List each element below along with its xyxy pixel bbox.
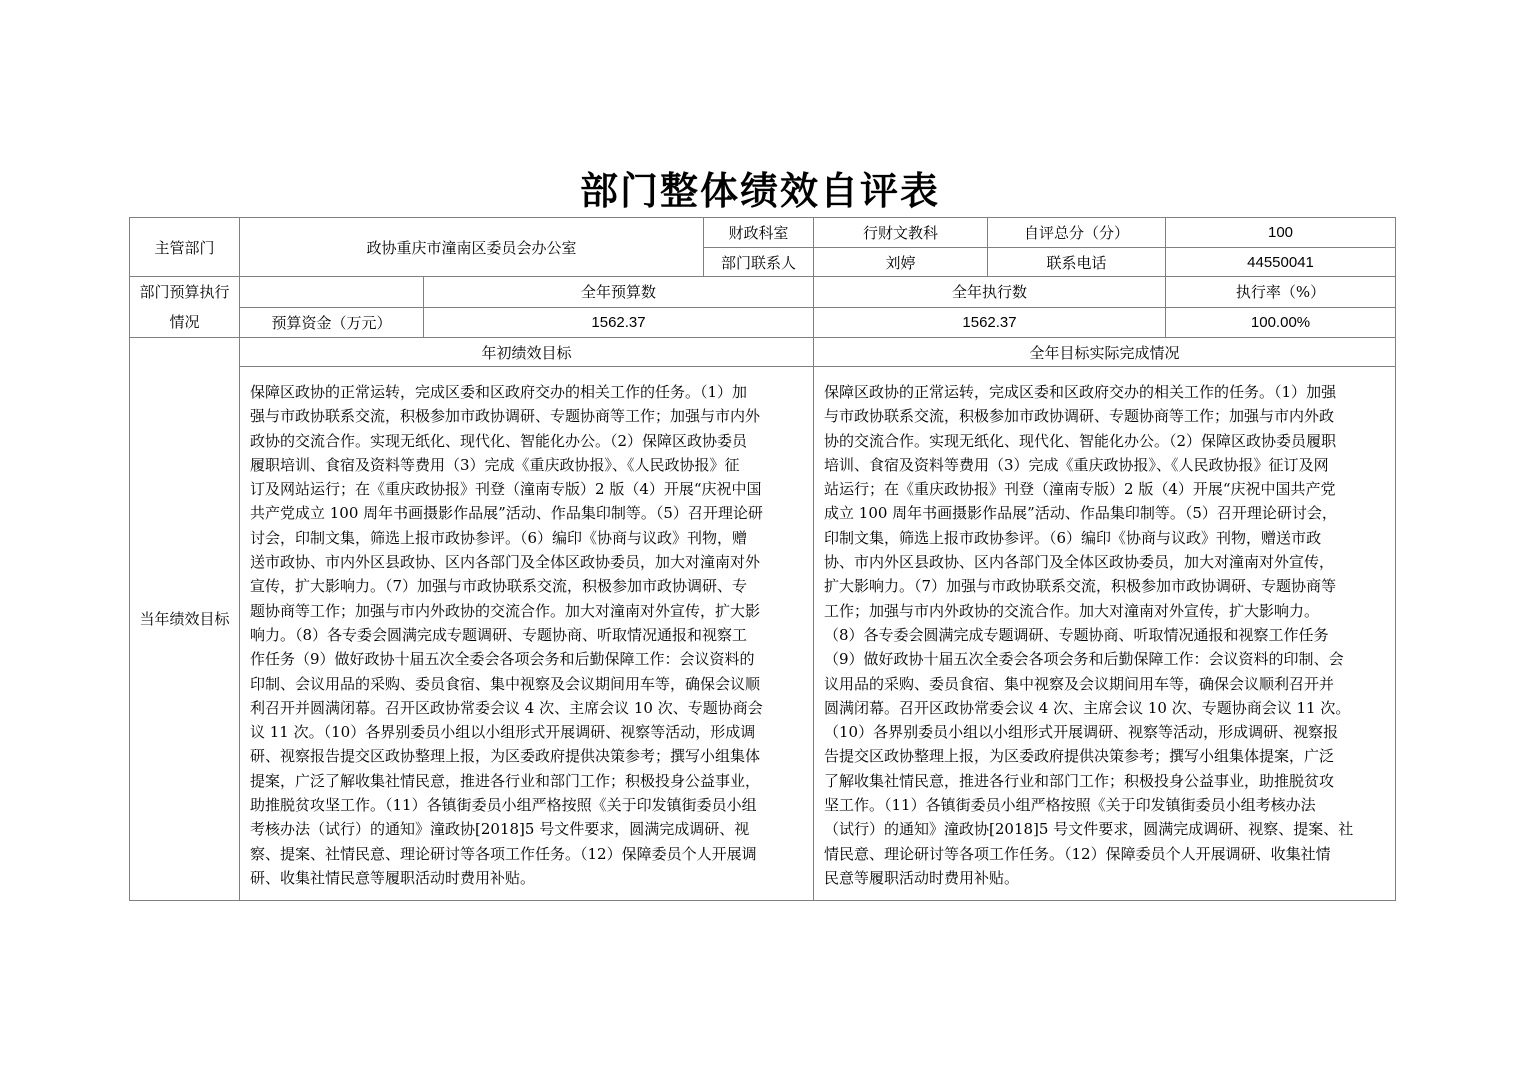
performance-table [129, 217, 1396, 901]
budget-empty-cell [240, 277, 424, 308]
budget-section-label: 部门预算执行情况 [130, 277, 240, 338]
dept-label: 主管部门 [130, 218, 240, 277]
exec-rate-value: 100.00% [1166, 307, 1396, 338]
phone-value: 44550041 [1166, 248, 1396, 277]
contact-value: 刘婷 [814, 248, 988, 277]
actual-text: 保障区政协的正常运转，完成区委和区政府交办的相关工作的任务。（1）加强 与市政协联系交流，积极参加市政协调研、专题协商等工作；加强与市内外政 协的交流合作。实现无纸化、现代化、智能化办公。（2）保障区政协委员履职 培训、食宿及资料等费用（3）完成《重庆政协报》、《人民政协报》征订及网 站运行；在《重庆政协报》刊登（潼南专版）2 版（4）开展“庆祝中国共产党 成立 100 周年书画摄影作品展”活动、作品集印制等。（5）召开理论研讨会， 印制文集，筛选上报市政协参评。（6）编印《协商与议政》刊物，赠送市政 协、市内外区县政协、区内各部门及全体区政协委员，加大对潼南对外宣传， 扩大影响力。（7）加强与市政协联系交流，积极参加市政协调研、专题协商等 工作；加强与市内外政协的交流合作。加大对潼南对外宣传，扩大影响力。 （8）各专委会圆满完成专题调研、专题协商、听取情况通报和视察工作任务 （9）做好政协十届五次全委会各项会务和后勤保障工作：会议资料的印制、会 议用品的采购、委员食宿、集中视察及会议期间用车等，确保会议顺利召开并 圆满闭幕。召开区政协常委会议 4 次、主席会议 10 次、专题协商会议 11 次。 （10）各界别委员小组以小组形式开展调研、视察等活动，形成调研、视察报 告提交区政协整理上报，为区委政府提供决策参考；撰写小组集体提案，广泛 了解收集社情民意，推进各行业和部门工作；积极投身公益事业，助推脱贫攻 坚工作。（11）各镇街委员小组严格按照《关于印发镇街委员小组考核办法 （试行）的通知》潼政协[2018]5 号文件要求，圆满完成调研、视察、提案、社 情民意、理论研讨等各项工作任务。（12）保障委员个人开展调研、收集社情 民意等履职活动时费用补贴。 [814, 367, 1396, 901]
annual-budget-label: 全年预算数 [424, 277, 814, 308]
page-title: 部门整体绩效自评表 [579, 168, 940, 213]
annual-exec-label: 全年执行数 [814, 277, 1166, 308]
contact-label: 部门联系人 [704, 248, 814, 277]
initial-goal-text: 保障区政协的正常运转，完成区委和区政府交办的相关工作的任务。（1）加 强与市政协联系交流，积极参加市政协调研、专题协商等工作；加强与市内外 政协的交流合作。实现无纸化、现代化、智能化办公。（2）保障区政协委员 履职培训、食宿及资料等费用（3）完成《重庆政协报》、《人民政协报》征 订及网站运行；在《重庆政协报》刊登（潼南专版）2 版（4）开展“庆祝中国 共产党成立 100 周年书画摄影作品展”活动、作品集印制等。（5）召开理论研 讨会，印制文集，筛选上报市政协参评。（6）编印《协商与议政》刊物，赠 送市政协、市内外区县政协、区内各部门及全体区政协委员，加大对潼南对外 宣传，扩大影响力。（7）加强与市政协联系交流，积极参加市政协调研、专 题协商等工作；加强与市内外政协的交流合作。加大对潼南对外宣传，扩大影 响力。（8）各专委会圆满完成专题调研、专题协商、听取情况通报和视察工 作任务（9）做好政协十届五次全委会各项会务和后勤保障工作：会议资料的 印制、会议用品的采购、委员食宿、集中视察及会议期间用车等，确保会议顺 利召开并圆满闭幕。召开区政协常委会议 4 次、主席会议 10 次、专题协商会 议 11 次。（10）各界别委员小组以小组形式开展调研、视察等活动，形成调 研、视察报告提交区政协整理上报，为区委政府提供决策参考；撰写小组集体 提案，广泛了解收集社情民意，推进各行业和部门工作；积极投身公益事业， 助推脱贫攻坚工作。（11）各镇街委员小组严格按照《关于印发镇街委员小组 考核办法（试行）的通知》潼政协[2018]5 号文件要求，圆满完成调研、视 察、提案、社情民意、理论研讨等各项工作任务。（12）保障委员个人开展调 研、收集社情民意等履职活动时费用补贴。 [240, 367, 814, 901]
score-label: 自评总分（分） [988, 218, 1166, 248]
actual-label: 全年目标实际完成情况 [814, 338, 1396, 367]
budget-row-label: 预算资金（万元） [240, 307, 424, 338]
phone-label: 联系电话 [988, 248, 1166, 277]
finance-office-label: 财政科室 [704, 218, 814, 248]
score-value: 100 [1166, 218, 1396, 248]
exec-rate-label: 执行率（%） [1166, 277, 1396, 308]
initial-goal-label: 年初绩效目标 [240, 338, 814, 367]
annual-budget-value: 1562.37 [424, 307, 814, 338]
finance-office-value: 行财文教科 [814, 218, 988, 248]
goals-section-label: 当年绩效目标 [130, 338, 240, 901]
annual-exec-value: 1562.37 [814, 307, 1166, 338]
dept-value: 政协重庆市潼南区委员会办公室 [240, 218, 704, 277]
